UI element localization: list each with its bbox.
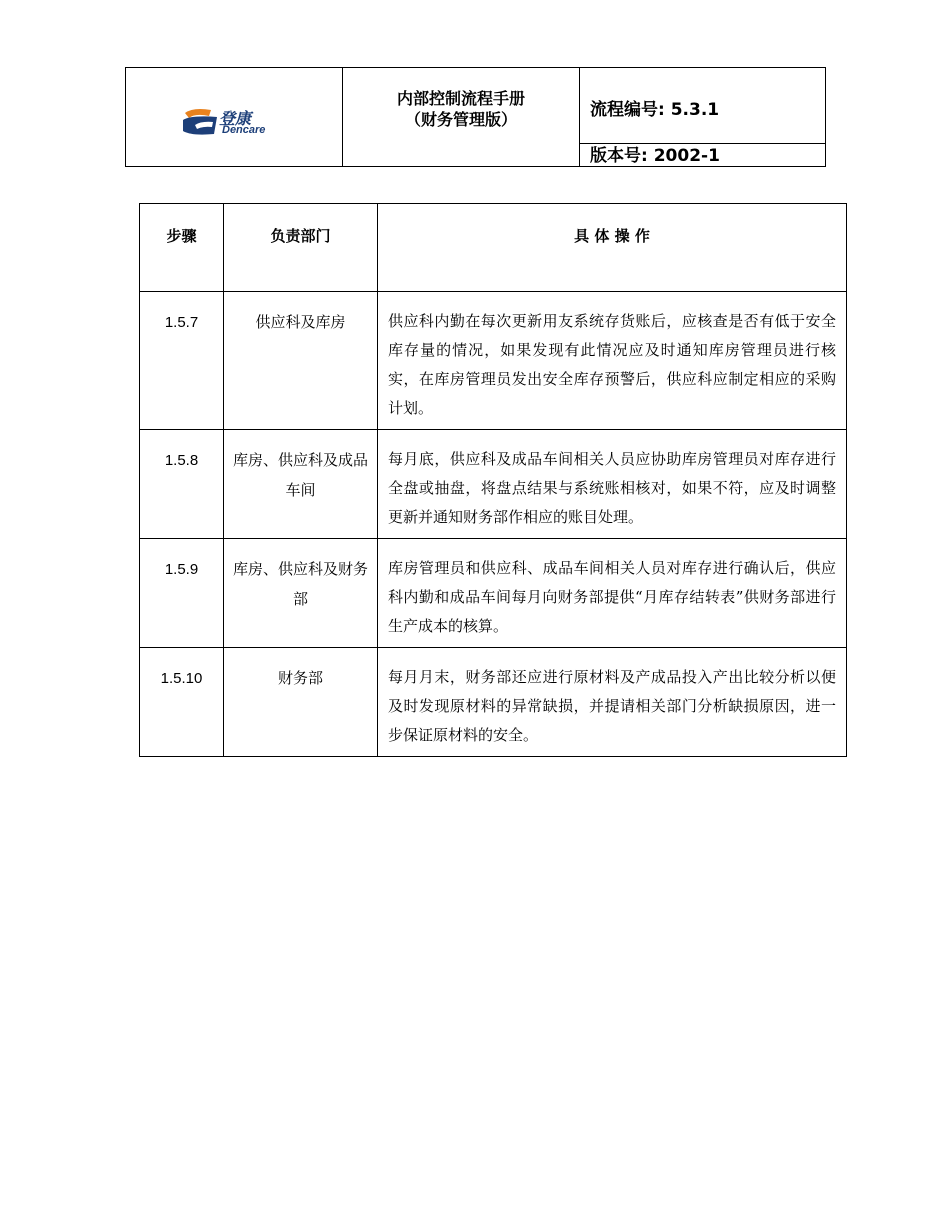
procedure-table — [139, 203, 847, 757]
table-row — [140, 292, 847, 430]
manual-title — [343, 68, 580, 166]
responsible-dept: 财务部 — [224, 648, 378, 757]
operation-text: 库房管理员和供应科、成品车间相关人员对库存进行确认后，供应科内勤和成品车间每月向财务部提供“月库存结转表”供财务部进行生产成本的核算。 — [378, 539, 847, 648]
responsible-dept: 供应科及库房 — [224, 292, 378, 430]
step-number: 1.5.9 — [140, 539, 224, 648]
step-number: 1.5.7 — [140, 292, 224, 430]
manual-title-line1: 内部控制流程手册 — [396, 89, 525, 108]
document-header — [125, 67, 826, 167]
logo-english-text: Dencare — [222, 124, 266, 136]
table-row — [140, 648, 847, 757]
table-row — [140, 430, 847, 539]
header-operation: 具 体 操 作 — [378, 204, 847, 292]
responsible-dept: 库房、供应科及财务部 — [224, 539, 378, 648]
manual-title-line2: （财务管理版） — [404, 110, 517, 129]
step-number: 1.5.10 — [140, 648, 224, 757]
operation-text: 供应科内勤在每次更新用友系统存货账后，应核查是否有低于安全库存量的情况，如果发现有此情况应及时通知库房管理员进行核实，在库房管理员发出安全库存预警后，供应科应制定相应的采购计划。 — [378, 292, 847, 430]
header-dept: 负责部门 — [224, 204, 378, 292]
operation-text: 每月底，供应科及成品车间相关人员应协助库房管理员对库存进行全盘或抽盘，将盘点结果与系统账相核对，如果不符，应及时调整更新并通知财务部作相应的账目处理。 — [378, 430, 847, 539]
logo-chinese-text: 登康 — [219, 109, 252, 128]
step-number: 1.5.8 — [140, 430, 224, 539]
table-row — [140, 539, 847, 648]
logo-mark-icon — [181, 107, 221, 137]
responsible-dept: 库房、供应科及成品车间 — [224, 430, 378, 539]
operation-text: 每月月末，财务部还应进行原材料及产成品投入产出比较分析以便及时发现原材料的异常缺损，并提请相关部门分析缺损原因，进一步保证原材料的安全。 — [378, 648, 847, 757]
header-step: 步骤 — [140, 204, 224, 292]
table-header-row — [140, 204, 847, 292]
process-code: 流程编号: 5.3.1 — [580, 68, 825, 144]
version-number: 版本号: 2002-1 — [590, 146, 720, 166]
company-logo — [181, 103, 281, 139]
logo-cell — [126, 68, 343, 166]
